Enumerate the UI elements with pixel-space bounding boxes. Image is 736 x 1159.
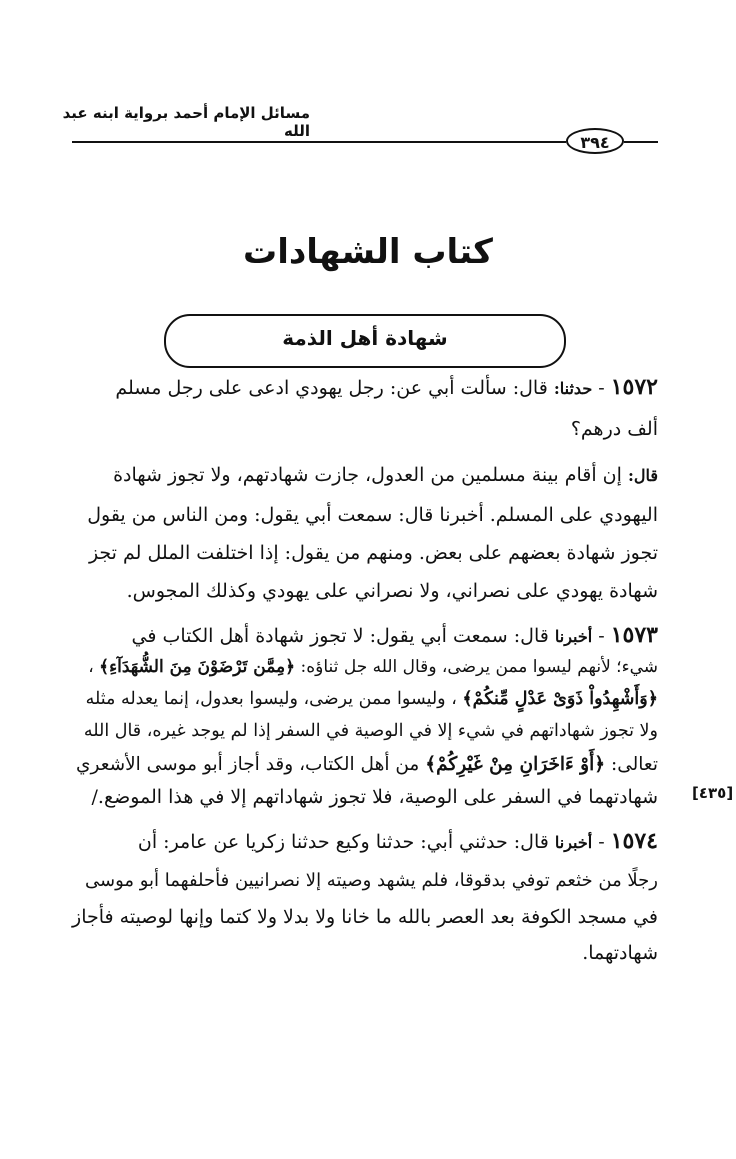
entry-1573-line-1	[72, 620, 658, 652]
entry-lead-word: أخبرنا	[554, 833, 593, 852]
entry-1573-line-6: شهادتهما في السفر على الوصية، فلا تجوز شهاداتهم إلا في هذا الموضع./	[91, 786, 658, 808]
entry-1572-line-1	[72, 372, 658, 404]
text: ، وليسوا ممن يرضى، وليسوا بعدول، إنما يعدله مثله	[85, 689, 457, 709]
chapter-title: شهادة أهل الذمة	[282, 326, 448, 350]
header-rule-end	[624, 141, 658, 143]
entry-1574-line-2: رجلًا من خثعم توفي بدقوقا، فلم يشهد وصيته إلا نصرانيين فأحلفهما أبو موسى	[84, 870, 658, 891]
dash: -	[598, 831, 605, 853]
entry-1574-line-4: شهادتهما.	[582, 942, 658, 964]
answer-line-1	[72, 460, 658, 491]
entry-1573-line-5	[72, 750, 658, 780]
book-title: كتاب الشهادات	[243, 232, 493, 272]
answer-lead-word: قال:	[627, 466, 658, 485]
page-number: ٣٩٤	[566, 128, 624, 154]
dash: -	[598, 377, 605, 399]
quran-quote: ﴿مِمَّن تَرْضَوْنَ مِنَ الشُّهَدَآءِ﴾	[99, 657, 296, 677]
entry-number: ١٥٧٣	[610, 622, 658, 648]
entry-number: ١٥٧٢	[610, 374, 658, 400]
answer-line-4: شهادة يهودي على نصراني، ولا نصراني على يهودي وكذلك المجوس.	[126, 580, 658, 602]
answer-line-2: اليهودي على المسلم. أخبرنا قال: سمعت أبي يقول: ومن الناس من يقول	[87, 504, 658, 526]
answer-line-3: تجوز شهادة بعضهم على بعض. ومنهم من يقول: إذا اختلفت الملل لم تجز	[88, 542, 658, 564]
text: قال: حدثني أبي: حدثنا وكيع حدثنا زكريا عن عامر: أن	[137, 831, 549, 853]
entry-1573-line-2	[72, 652, 658, 682]
entry-lead-word: حدثنا:	[553, 379, 593, 398]
manuscript-page-marker: [٤٣٥]	[692, 784, 734, 802]
quran-quote: ﴿أَوْ ءَاخَرَانِ مِنْ غَيْرِكُمْ﴾	[425, 754, 606, 775]
entry-1574-line-1	[72, 826, 658, 858]
quran-quote: ﴿وَأَشْهِدُواْ ذَوَىْ عَدْلٍ مِّنكُمْ﴾	[462, 689, 658, 709]
text: قال: سمعت أبي يقول: لا تجوز شهادة أهل الكتاب في	[131, 625, 549, 647]
text: شيء؛ لأنهم ليسوا ممن يرضى، وقال الله جل ثناؤه:	[300, 657, 658, 677]
entry-1573-line-4: ولا تجوز شهاداتهم في شيء إلا في الوصية في السفر إذا لم يوجد غيره، قال الله	[83, 721, 658, 741]
entry-lead-word: أخبرنا	[554, 627, 593, 646]
text: من أهل الكتاب، وقد أجاز أبو موسى الأشعري	[76, 754, 420, 775]
header-rule	[72, 141, 566, 143]
dash: -	[598, 625, 605, 647]
text: قال: سألت أبي عن: رجل يهودي ادعى على رجل مسلم	[115, 377, 548, 399]
entry-number: ١٥٧٤	[610, 828, 658, 854]
entry-1572-line-2: ألف درهم؟	[570, 418, 658, 440]
running-header-title: مسائل الإمام أحمد برواية ابنه عبد الله	[62, 104, 310, 140]
entry-1573-line-3	[72, 684, 658, 714]
entry-1574-line-3: في مسجد الكوفة بعد العصر بالله ما خانا ولا بدلا ولا كتما وإنها لوصيته فأجاز	[72, 906, 658, 928]
text: إن أقام بينة مسلمين من العدول، جازت شهادتهم، ولا تجوز شهادة	[113, 464, 622, 486]
text: تعالى:	[611, 754, 658, 775]
text: ،	[88, 657, 94, 677]
